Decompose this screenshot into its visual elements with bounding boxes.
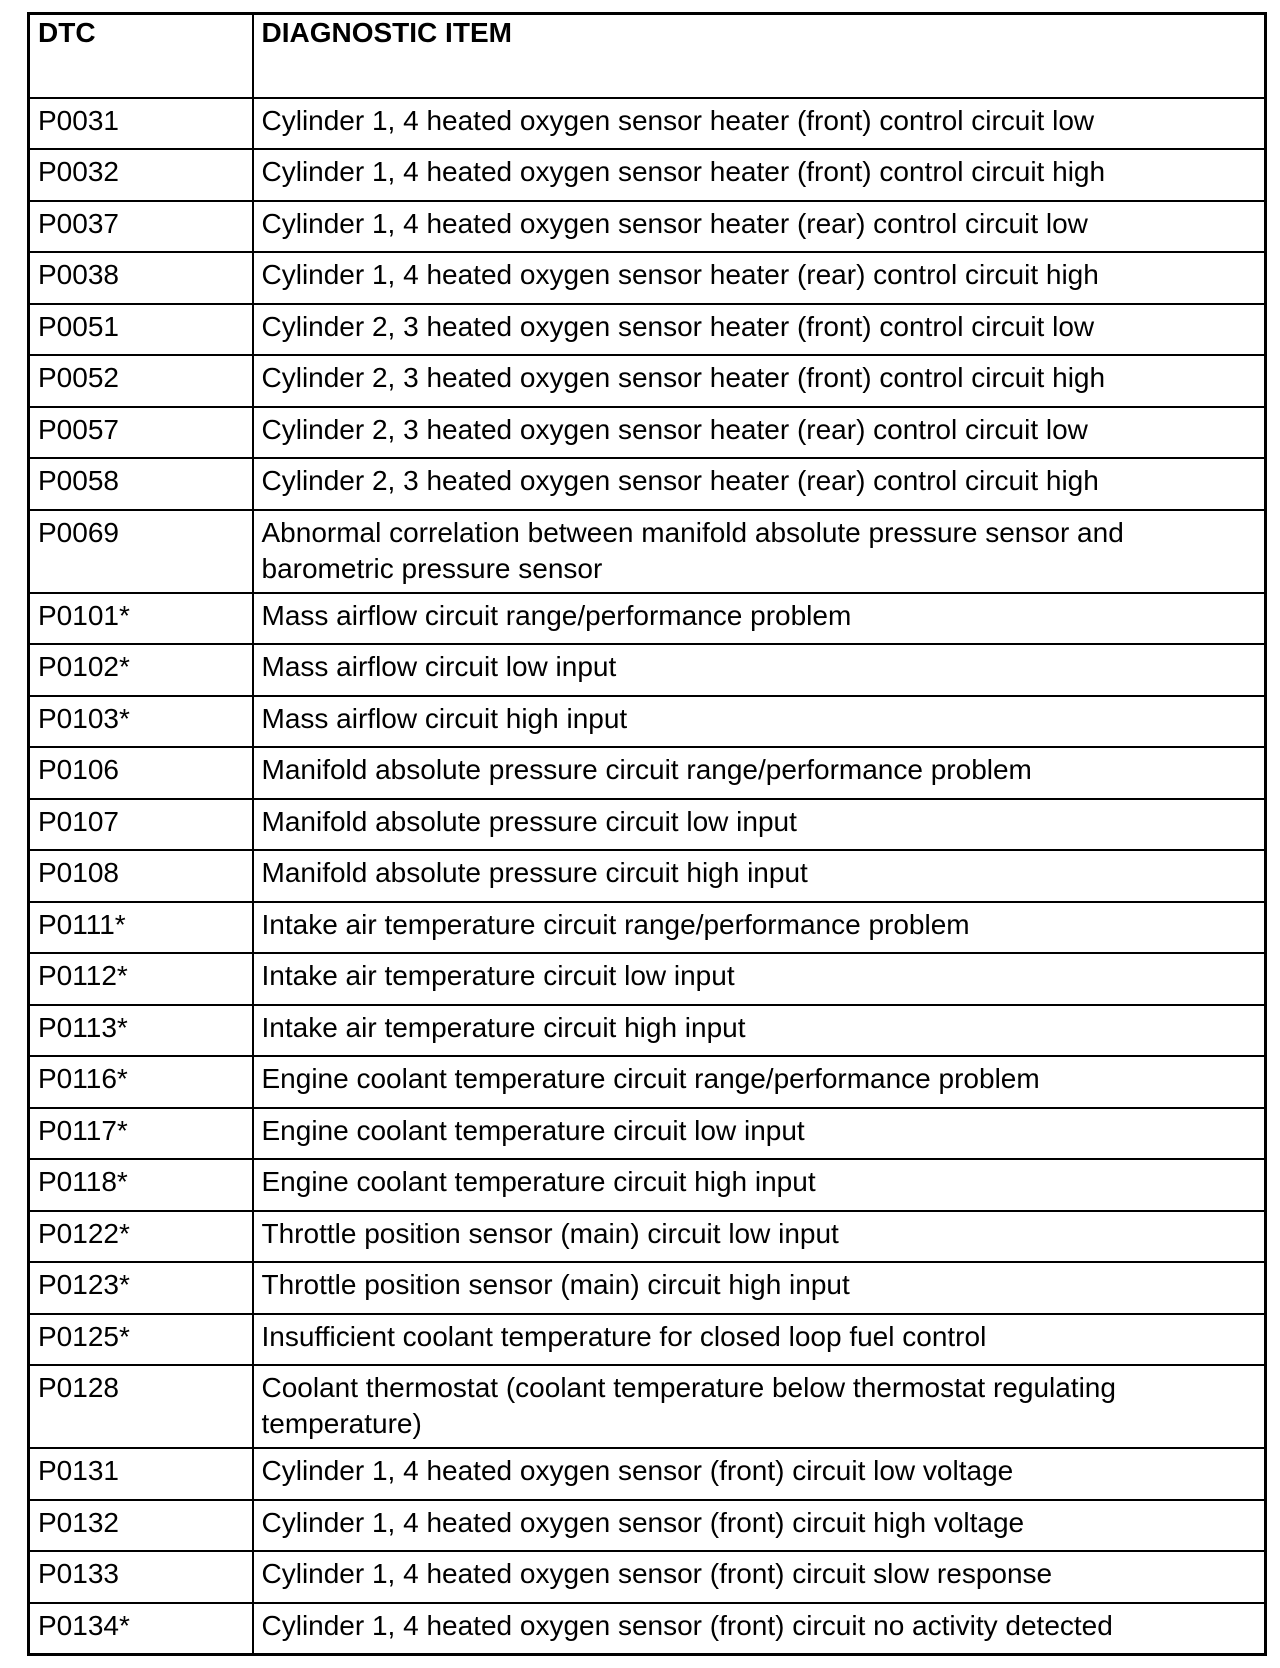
diagnostic-item-cell: Cylinder 2, 3 heated oxygen sensor heater (rear) control circuit high — [253, 458, 1266, 510]
table-row — [29, 1211, 1266, 1263]
table-row — [29, 799, 1266, 851]
diagnostic-item-cell: Cylinder 1, 4 heated oxygen sensor heater (rear) control circuit high — [253, 252, 1266, 304]
dtc-code-cell: P0103* — [29, 696, 253, 748]
dtc-code-cell: P0102* — [29, 644, 253, 696]
table-row — [29, 747, 1266, 799]
diagnostic-item-cell: Mass airflow circuit range/performance problem — [253, 593, 1266, 645]
dtc-code-cell: P0038 — [29, 252, 253, 304]
dtc-code-cell: P0057 — [29, 407, 253, 459]
table-row — [29, 510, 1266, 593]
dtc-code-cell: P0125* — [29, 1314, 253, 1366]
table-row — [29, 644, 1266, 696]
diagnostic-item-cell: Cylinder 1, 4 heated oxygen sensor heater (front) control circuit low — [253, 98, 1266, 150]
dtc-code-cell: P0112* — [29, 953, 253, 1005]
diagnostic-item-cell: Manifold absolute pressure circuit low input — [253, 799, 1266, 851]
table-row — [29, 1056, 1266, 1108]
table-row — [29, 149, 1266, 201]
table-row — [29, 1262, 1266, 1314]
diagnostic-item-cell: Insufficient coolant temperature for closed loop fuel control — [253, 1314, 1266, 1366]
dtc-code-cell: P0128 — [29, 1365, 253, 1448]
diagnostic-item-cell: Mass airflow circuit high input — [253, 696, 1266, 748]
dtc-code-cell: P0133 — [29, 1551, 253, 1603]
table-row — [29, 850, 1266, 902]
table-row — [29, 1005, 1266, 1057]
table-row — [29, 98, 1266, 150]
table-header-row — [29, 14, 1266, 98]
table-row — [29, 1448, 1266, 1500]
diagnostic-item-cell: Coolant thermostat (coolant temperature below thermostat regulating temperature) — [253, 1365, 1266, 1448]
dtc-code-cell: P0123* — [29, 1262, 253, 1314]
table-row — [29, 1108, 1266, 1160]
dtc-code-cell: P0131 — [29, 1448, 253, 1500]
diagnostic-item-cell: Cylinder 1, 4 heated oxygen sensor (front) circuit high voltage — [253, 1500, 1266, 1552]
diagnostic-item-cell: Mass airflow circuit low input — [253, 644, 1266, 696]
table-row — [29, 407, 1266, 459]
dtc-code-cell: P0037 — [29, 201, 253, 253]
dtc-code-cell: P0032 — [29, 149, 253, 201]
table-row — [29, 953, 1266, 1005]
table-row — [29, 252, 1266, 304]
table-row — [29, 1159, 1266, 1211]
diagnostic-item-cell: Cylinder 1, 4 heated oxygen sensor heater (rear) control circuit low — [253, 201, 1266, 253]
dtc-code-cell: P0134* — [29, 1603, 253, 1655]
table-row — [29, 1603, 1266, 1655]
dtc-code-cell: P0116* — [29, 1056, 253, 1108]
table-row — [29, 593, 1266, 645]
diagnostic-item-cell: Cylinder 1, 4 heated oxygen sensor (front) circuit slow response — [253, 1551, 1266, 1603]
diagnostic-item-cell: Throttle position sensor (main) circuit low input — [253, 1211, 1266, 1263]
dtc-code-cell: P0058 — [29, 458, 253, 510]
table-row — [29, 201, 1266, 253]
diagnostic-item-cell: Manifold absolute pressure circuit high input — [253, 850, 1266, 902]
dtc-code-cell: P0069 — [29, 510, 253, 593]
dtc-code-cell: P0101* — [29, 593, 253, 645]
dtc-code-cell: P0132 — [29, 1500, 253, 1552]
dtc-code-cell: P0117* — [29, 1108, 253, 1160]
column-header-dtc: DTC — [29, 14, 253, 98]
diagnostic-item-cell: Intake air temperature circuit low input — [253, 953, 1266, 1005]
diagnostic-item-cell: Engine coolant temperature circuit high input — [253, 1159, 1266, 1211]
table-row — [29, 696, 1266, 748]
diagnostic-item-cell: Engine coolant temperature circuit range/performance problem — [253, 1056, 1266, 1108]
table-row — [29, 1551, 1266, 1603]
diagnostic-item-cell: Cylinder 1, 4 heated oxygen sensor (front) circuit low voltage — [253, 1448, 1266, 1500]
diagnostic-item-cell: Intake air temperature circuit range/performance problem — [253, 902, 1266, 954]
dtc-code-cell: P0113* — [29, 1005, 253, 1057]
table-row — [29, 902, 1266, 954]
diagnostic-item-cell: Abnormal correlation between manifold absolute pressure sensor and barometric pressure sensor — [253, 510, 1266, 593]
diagnostic-item-cell: Throttle position sensor (main) circuit high input — [253, 1262, 1266, 1314]
dtc-code-cell: P0031 — [29, 98, 253, 150]
dtc-table — [27, 12, 1267, 1656]
diagnostic-item-cell: Cylinder 1, 4 heated oxygen sensor (front) circuit no activity detected — [253, 1603, 1266, 1655]
table-row — [29, 1314, 1266, 1366]
dtc-code-cell: P0108 — [29, 850, 253, 902]
diagnostic-item-cell: Cylinder 1, 4 heated oxygen sensor heater (front) control circuit high — [253, 149, 1266, 201]
dtc-code-cell: P0051 — [29, 304, 253, 356]
diagnostic-item-cell: Engine coolant temperature circuit low input — [253, 1108, 1266, 1160]
diagnostic-item-cell: Cylinder 2, 3 heated oxygen sensor heater (front) control circuit high — [253, 355, 1266, 407]
table-row — [29, 1365, 1266, 1448]
column-header-diagnostic-item: DIAGNOSTIC ITEM — [253, 14, 1266, 98]
dtc-code-cell: P0122* — [29, 1211, 253, 1263]
table-row — [29, 304, 1266, 356]
diagnostic-item-cell: Cylinder 2, 3 heated oxygen sensor heater (front) control circuit low — [253, 304, 1266, 356]
dtc-code-cell: P0107 — [29, 799, 253, 851]
table-row — [29, 458, 1266, 510]
dtc-code-cell: P0111* — [29, 902, 253, 954]
table-body — [29, 98, 1266, 1655]
table-row — [29, 1500, 1266, 1552]
diagnostic-item-cell: Cylinder 2, 3 heated oxygen sensor heater (rear) control circuit low — [253, 407, 1266, 459]
diagnostic-item-cell: Manifold absolute pressure circuit range/performance problem — [253, 747, 1266, 799]
dtc-code-cell: P0106 — [29, 747, 253, 799]
table-row — [29, 355, 1266, 407]
diagnostic-item-cell: Intake air temperature circuit high input — [253, 1005, 1266, 1057]
dtc-code-cell: P0118* — [29, 1159, 253, 1211]
dtc-code-cell: P0052 — [29, 355, 253, 407]
